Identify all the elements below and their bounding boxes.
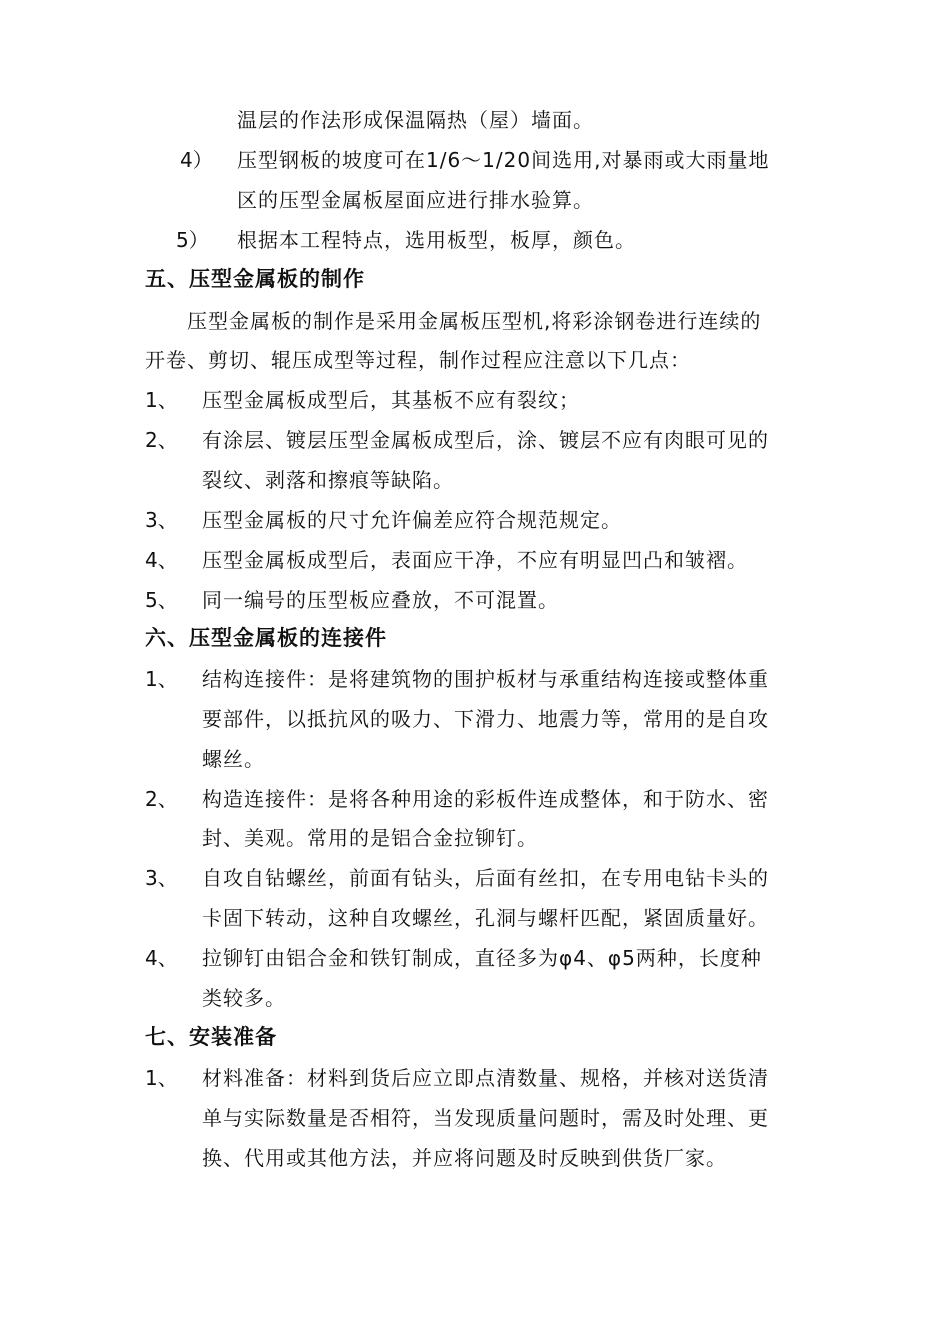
section-heading: 六、压型金属板的连接件 [145, 626, 387, 650]
list-item-text: 压型钢板的坡度可在1/6～1/20间选用,对暴雨或大雨量地 [237, 148, 770, 172]
continuation-line: 温层的作法形成保温隔热（屋）墙面。 [237, 108, 594, 132]
list-item-text: 裂纹、剥落和擦痕等缺陷。 [202, 468, 454, 492]
list-number: 3、 [145, 508, 178, 532]
list-item-text: 同一编号的压型板应叠放，不可混置。 [202, 588, 559, 612]
section-heading: 七、安装准备 [145, 1025, 277, 1049]
list-number: 4、 [145, 548, 178, 572]
list-number: 2、 [145, 428, 178, 452]
list-item-text: 自攻自钻螺丝，前面有钻头，后面有丝扣，在专用电钻卡头的 [202, 866, 769, 890]
list-item-text: 构造连接件：是将各种用途的彩板件连成整体，和于防水、密 [202, 787, 769, 811]
section-heading: 五、压型金属板的制作 [145, 267, 365, 291]
list-item-text: 拉铆钉由铝合金和铁钉制成，直径多为φ4、φ5两种，长度种 [202, 946, 762, 970]
list-item-text: 区的压型金属板屋面应进行排水验算。 [237, 188, 594, 212]
list-number: 3、 [145, 866, 178, 890]
list-item-text: 压型金属板的尺寸允许偏差应符合规范规定。 [202, 508, 622, 532]
list-item-text: 类较多。 [202, 986, 286, 1010]
list-item-text: 单与实际数量是否相符，当发现质量问题时，需及时处理、更 [202, 1106, 769, 1130]
paragraph-line: 压型金属板的制作是采用金属板压型机,将彩涂钢卷进行连续的 [187, 309, 762, 333]
list-item-text: 换、代用或其他方法，并应将问题及时反映到供货厂家。 [202, 1146, 727, 1170]
list-item-text: 要部件，以抵抗风的吸力、下滑力、地震力等，常用的是自攻 [202, 707, 769, 731]
list-number: 1、 [145, 667, 178, 691]
list-item-text: 封、美观。常用的是铝合金拉铆钉。 [202, 826, 538, 850]
list-number: 5、 [145, 588, 178, 612]
list-item-text: 卡固下转动，这种自攻螺丝，孔洞与螺杆匹配，紧固质量好。 [202, 906, 769, 930]
list-item-text: 螺丝。 [202, 747, 265, 771]
list-item-text: 根据本工程特点，选用板型，板厚，颜色。 [237, 228, 636, 252]
list-item-text: 材料准备：材料到货后应立即点清数量、规格，并核对送货清 [202, 1066, 769, 1090]
list-item-text: 压型金属板成型后，表面应干净，不应有明显凹凸和皱褶。 [202, 548, 748, 572]
list-number: 1、 [145, 1066, 178, 1090]
list-number: 4、 [145, 946, 178, 970]
paragraph-line: 开卷、剪切、辊压成型等过程，制作过程应注意以下几点： [145, 348, 691, 372]
list-item-text: 压型金属板成型后，其基板不应有裂纹； [202, 388, 580, 412]
list-number: 2、 [145, 787, 178, 811]
list-number: 4） [180, 148, 213, 172]
list-number: 5） [176, 228, 209, 252]
list-item-text: 有涂层、镀层压型金属板成型后，涂、镀层不应有肉眼可见的 [202, 428, 769, 452]
list-item-text: 结构连接件：是将建筑物的围护板材与承重结构连接或整体重 [202, 667, 769, 691]
list-number: 1、 [145, 388, 178, 412]
